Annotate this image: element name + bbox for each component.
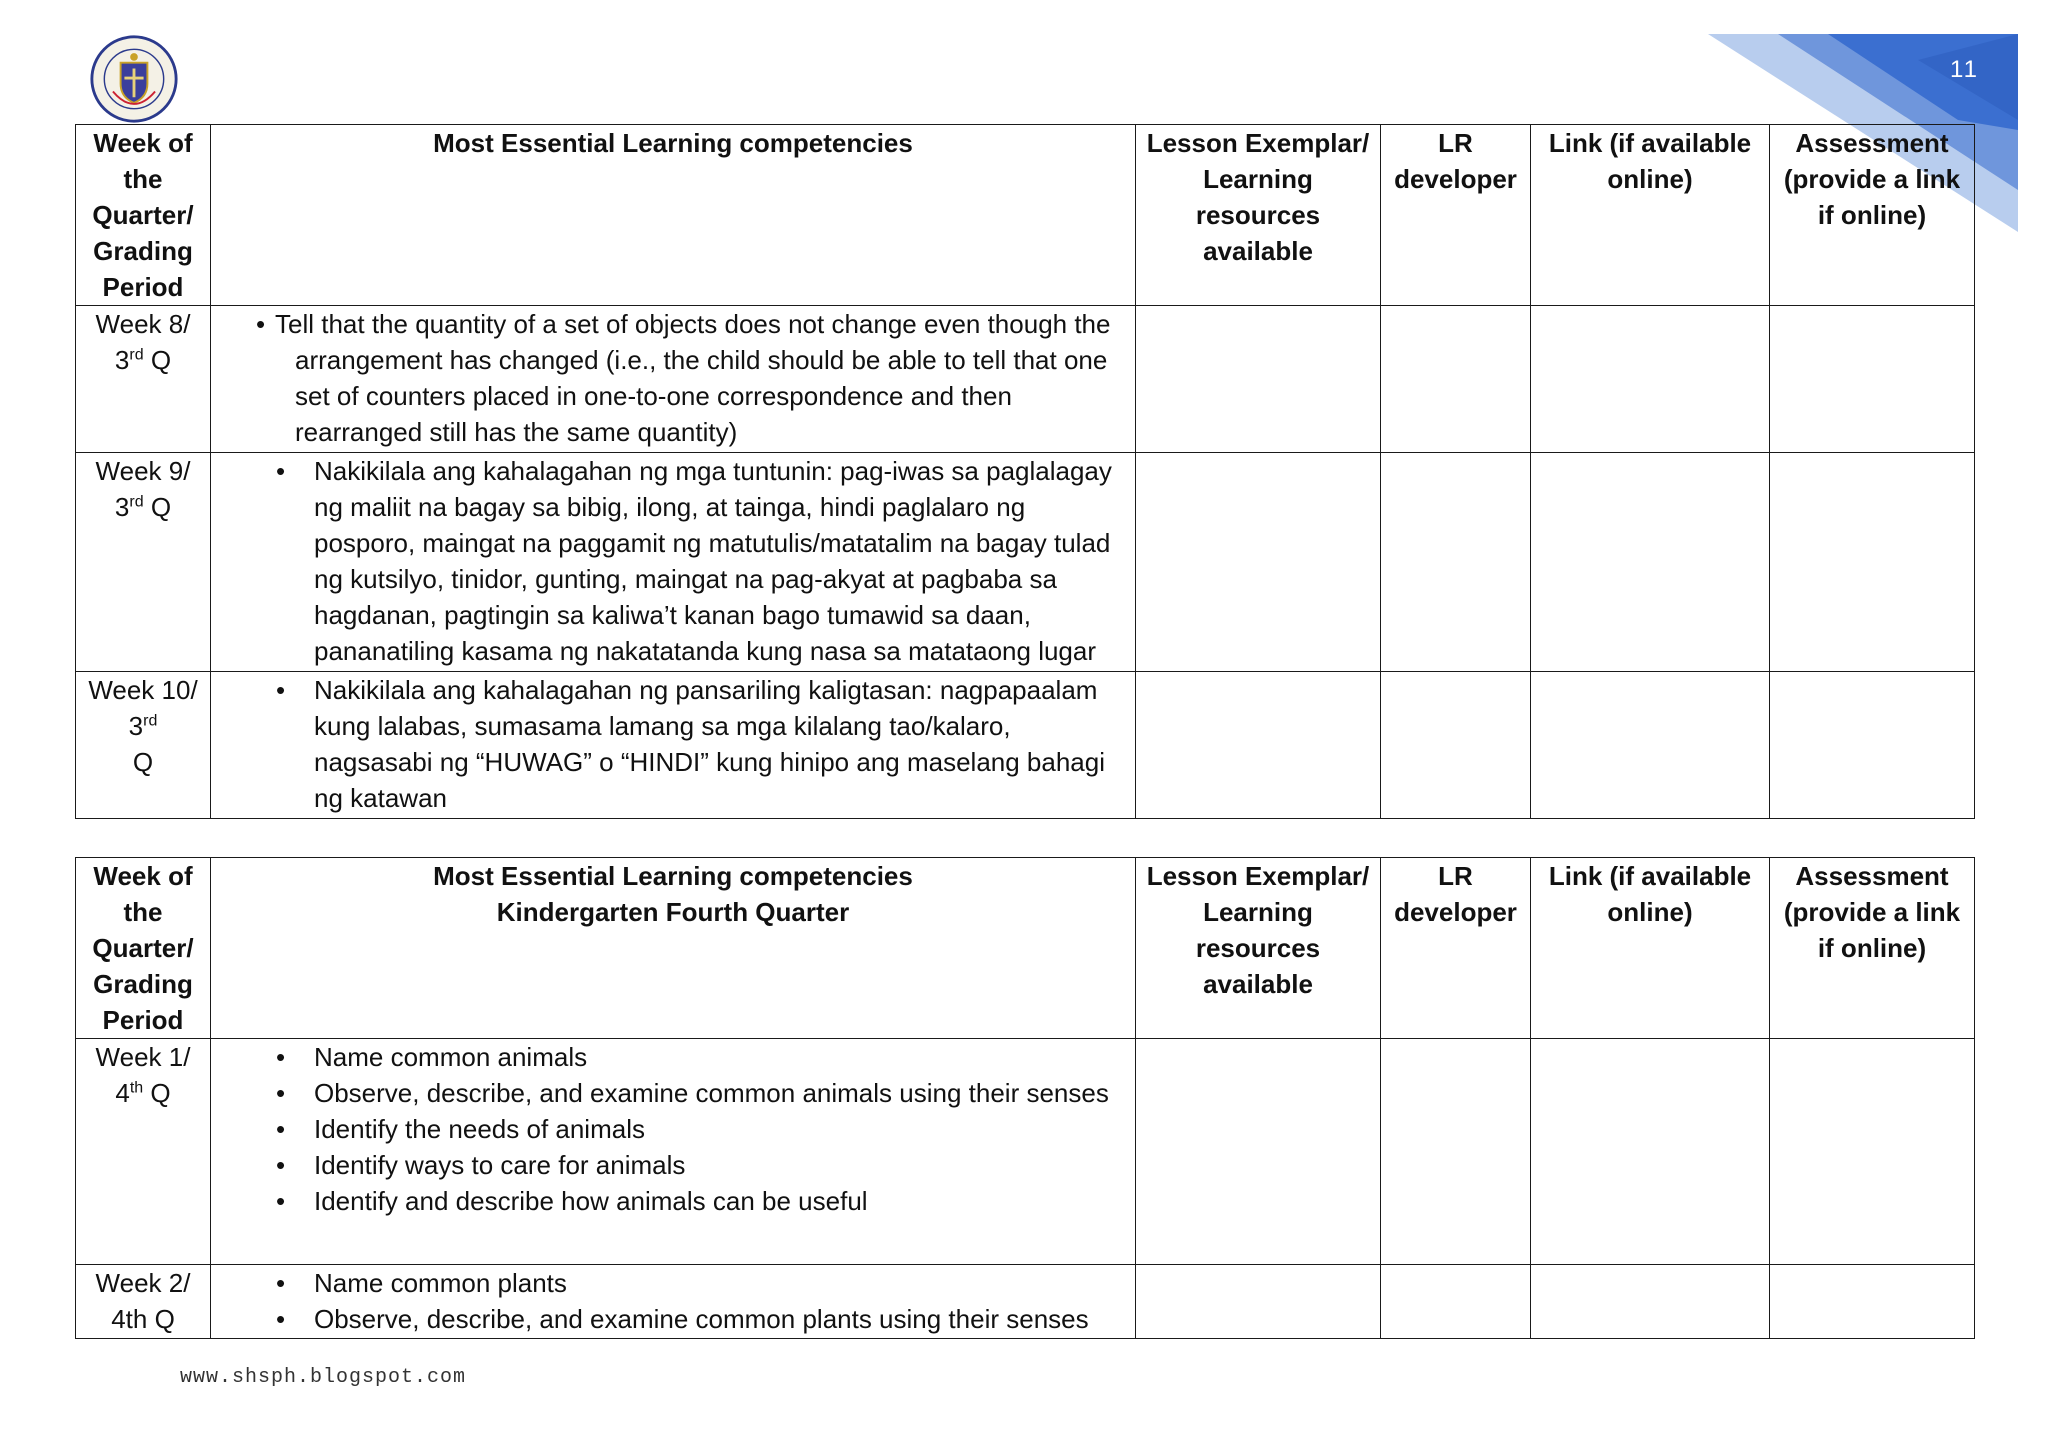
lesson-exemplar-cell xyxy=(1136,1039,1381,1265)
lr-developer-cell xyxy=(1381,306,1531,453)
lr-developer-cell xyxy=(1381,1039,1531,1265)
week-cell: Week 10/ 3rd Q xyxy=(76,672,211,819)
list-item: • Observe, describe, and examine common plants using their senses xyxy=(219,1301,1127,1337)
link-cell xyxy=(1531,1039,1770,1265)
competency-cell xyxy=(211,453,1136,672)
competency-cell xyxy=(211,672,1136,819)
assessment-cell xyxy=(1770,453,1975,672)
header-melc: Most Essential Learning competencies xyxy=(211,125,1136,306)
header-lesson-exemplar: Lesson Exemplar/ Learning resources available xyxy=(1136,125,1381,306)
table-header-row xyxy=(76,125,1975,306)
header-melc-subtitle: Kindergarten Fourth Quarter xyxy=(496,897,850,927)
footer-url: www.shsph.blogspot.com xyxy=(180,1366,467,1389)
link-cell xyxy=(1531,306,1770,453)
table-row xyxy=(76,306,1975,453)
lr-developer-cell xyxy=(1381,1265,1531,1339)
page-number: 11 xyxy=(1950,56,1979,83)
competency-table-q4 xyxy=(75,857,1975,1339)
header-link: Link (if available online) xyxy=(1531,125,1770,306)
list-item: • Tell that the quantity of a set of objects does not change even though the arrangement has changed (i.e., the child should be able to tell that one set of counters placed in one-to-one correspondence and then rearranged still has the same quantity) xyxy=(219,306,1127,450)
header-lr-developer: LR developer xyxy=(1381,858,1531,1039)
list-item: • Identify the needs of animals xyxy=(219,1111,1127,1147)
header-assessment: Assessment (provide a link if online) xyxy=(1770,125,1975,306)
lesson-exemplar-cell xyxy=(1136,672,1381,819)
assessment-cell xyxy=(1770,306,1975,453)
competency-cell xyxy=(211,306,1136,453)
list-item: • Nakikilala ang kahalagahan ng pansariling kaligtasan: nagpapaalam kung lalabas, sumasama lamang sa mga kilalang tao/kalaro, nagsasabi ng “HUWAG” o “HINDI” kung hinipo ang maselang bahagi ng katawan xyxy=(219,672,1127,816)
header-melc-title: Most Essential Learning competencies xyxy=(433,861,913,891)
list-item: • Identify ways to care for animals xyxy=(219,1147,1127,1183)
assessment-cell xyxy=(1770,1265,1975,1339)
lesson-exemplar-cell xyxy=(1136,453,1381,672)
list-item: • Identify and describe how animals can be useful xyxy=(219,1183,1127,1219)
table-row xyxy=(76,1265,1975,1339)
table-header-row xyxy=(76,858,1975,1039)
list-item: • Observe, describe, and examine common animals using their senses xyxy=(219,1075,1127,1111)
lesson-exemplar-cell xyxy=(1136,306,1381,453)
list-item: • Name common plants xyxy=(219,1265,1127,1301)
week-cell: Week 8/ 3rd Q xyxy=(76,306,211,453)
list-item: • Nakikilala ang kahalagahan ng mga tuntunin: pag-iwas sa paglalagay ng maliit na bagay sa bibig, ilong, at tainga, hindi paglalaro ng posporo, maingat na paggamit ng matutulis/matatalim na bagay tulad ng kutsilyo, tinidor, gunting, maingat na pag-akyat at pagbaba sa hagdanan, pagtingin sa kaliwa’t kanan bago tumawid sa daan, pananatiling kasama ng nakatatanda kung nasa sa matataong lugar xyxy=(219,453,1127,669)
list-item: • Name common animals xyxy=(219,1039,1127,1075)
week-cell: Week 2/ 4th Q xyxy=(76,1265,211,1339)
header-melc xyxy=(211,858,1136,1039)
header-assessment: Assessment (provide a link if online) xyxy=(1770,858,1975,1039)
lr-developer-cell xyxy=(1381,453,1531,672)
header-link: Link (if available online) xyxy=(1531,858,1770,1039)
deped-seal-icon xyxy=(86,34,182,124)
link-cell xyxy=(1531,1265,1770,1339)
header-lr-developer: LR developer xyxy=(1381,125,1531,306)
lesson-exemplar-cell xyxy=(1136,1265,1381,1339)
header-lesson-exemplar: Lesson Exemplar/ Learning resources available xyxy=(1136,858,1381,1039)
lr-developer-cell xyxy=(1381,672,1531,819)
header-week: Week of the Quarter/ Grading Period xyxy=(76,858,211,1039)
assessment-cell xyxy=(1770,1039,1975,1265)
link-cell xyxy=(1531,672,1770,819)
assessment-cell xyxy=(1770,672,1975,819)
week-cell: Week 9/ 3rd Q xyxy=(76,453,211,672)
table-row xyxy=(76,1039,1975,1265)
week-cell: Week 1/ 4th Q xyxy=(76,1039,211,1265)
competency-cell xyxy=(211,1039,1136,1265)
link-cell xyxy=(1531,453,1770,672)
competency-cell xyxy=(211,1265,1136,1339)
header-week: Week of the Quarter/ Grading Period xyxy=(76,125,211,306)
competency-table-q3 xyxy=(75,124,1975,819)
table-row xyxy=(76,672,1975,819)
table-row xyxy=(76,453,1975,672)
